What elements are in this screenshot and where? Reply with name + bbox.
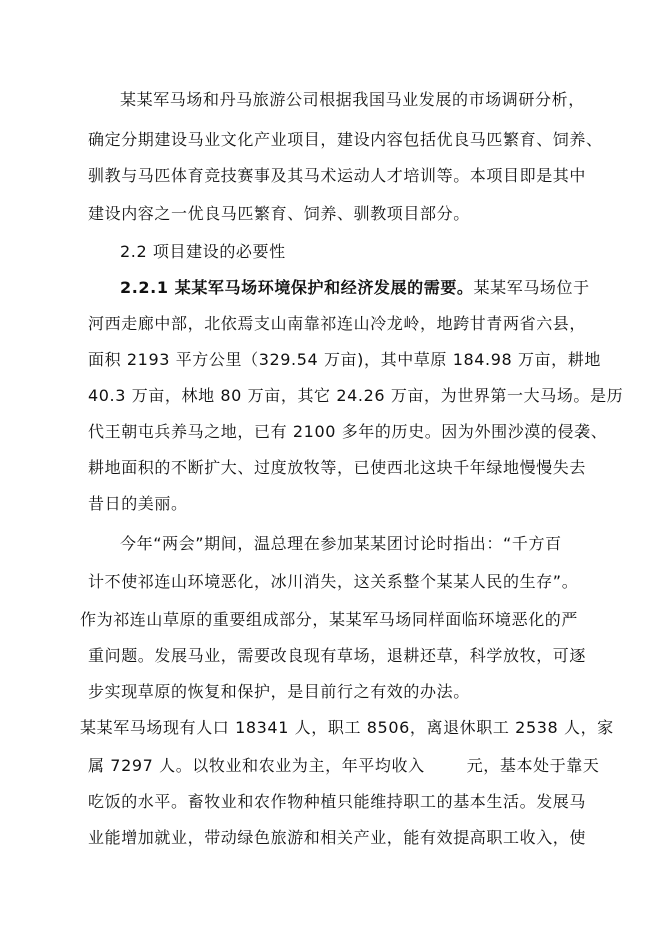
- paragraph-2-line-4: 40.3 万亩，林地 80 万亩，其它 24.26 万亩，为世界第一大马场。是历: [88, 386, 624, 405]
- paragraph-3-line-2: 计不使祁连山环境恶化，冰川消失，这关系整个某某人民的生存”。: [88, 572, 579, 591]
- paragraph-2-line-2: 河西走廊中部，北依焉支山南靠祁连山冷龙岭，地跨甘青两省六县，: [88, 314, 587, 333]
- section-heading-2-2: 2.2 项目建设的必要性: [120, 242, 286, 261]
- paragraph-4-line-1: 作为祁连山草原的重要组成部分，某某军马场同样面临环境恶化的严: [80, 610, 579, 629]
- paragraph-1-line-4: 建设内容之一优良马匹繁育、饲养、驯教项目部分。: [88, 204, 470, 223]
- paragraph-1-line-2: 确定分期建设马业文化产业项目，建设内容包括优良马匹繁育、饲养、: [88, 130, 603, 149]
- paragraph-1-line-3: 驯教与马匹体育竞技赛事及其马术运动人才培训等。本项目即是其中: [88, 166, 587, 185]
- subsection-lead-text: 某某军马场位于: [473, 278, 590, 297]
- paragraph-3-line-1: 今年“两会”期间，温总理在参加某某团讨论时指出：“千方百: [120, 534, 562, 553]
- paragraph-2-line-6: 耕地面积的不断扩大、过度放牧等，已使西北这块千年绿地慢慢失去: [88, 458, 587, 477]
- paragraph-1-line-1: 某某军马场和丹马旅游公司根据我国马业发展的市场调研分析，: [120, 90, 585, 109]
- paragraph-5-line-1: 某某军马场现有人口 18341 人，职工 8506，离退休职工 2538 人，家: [80, 718, 614, 737]
- income-text-before: 属 7297 人。以牧业和农业为主，年平均收入: [88, 756, 425, 775]
- income-text-after: 元，基本处于靠天: [466, 756, 600, 775]
- subsection-title: 2.2.1 某某军马场环境保护和经济发展的需要。: [120, 278, 474, 297]
- paragraph-5-line-4: 业能增加就业，带动绿色旅游和相关产业，能有效提高职工收入，使: [88, 828, 587, 847]
- paragraph-5-line-3: 吃饭的水平。畜牧业和农作物种植只能维持职工的基本生活。发展马: [88, 792, 587, 811]
- subsection-heading-2-2-1: [120, 278, 590, 298]
- paragraph-5-line-2: [88, 756, 600, 776]
- paragraph-4-line-3: 步实现草原的恢复和保护，是目前行之有效的办法。: [88, 682, 470, 701]
- paragraph-4-line-2: 重问题。发展马业，需要改良现有草场，退耕还草，科学放牧，可逐: [88, 646, 587, 665]
- paragraph-2-line-7: 昔日的美丽。: [88, 494, 188, 513]
- paragraph-2-line-5: 代王朝屯兵养马之地，已有 2100 多年的历史。因为外围沙漠的侵袭、: [88, 422, 608, 441]
- paragraph-2-line-3: 面积 2193 平方公里（329.54 万亩)，其中草原 184.98 万亩，耕地: [88, 350, 601, 369]
